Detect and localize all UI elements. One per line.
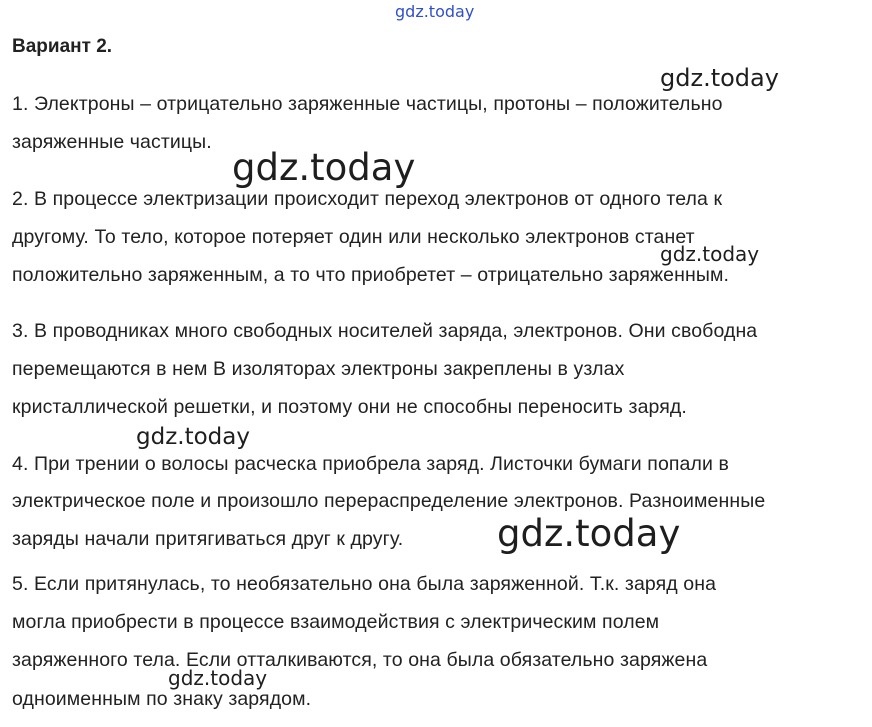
text-line: заряженные частицы. [12, 131, 212, 153]
text-line: 1. Электроны – отрицательно заряженные частицы, протоны – положительно [12, 93, 723, 115]
text-line: 5. Если притянулась, то необязательно она была заряженной. Т.к. заряд она [12, 573, 717, 595]
text-line: могла приобрести в процессе взаимодействия с электрическим полем [12, 611, 660, 633]
text-line: перемещаются в нем В изоляторах электроны закреплены в узлах [12, 358, 625, 380]
watermark: gdz.today [232, 146, 416, 189]
watermark: gdz.today [660, 64, 779, 92]
text-line: заряженного тела. Если отталкиваются, то она была обязательно заряжена [12, 649, 708, 671]
text-line: другому. То тело, которое потеряет один или несколько электронов станет [12, 226, 695, 248]
site-watermark: gdz.today [395, 2, 475, 21]
text-line: 4. При трении о волосы расческа приобрела заряд. Листочки бумаги попали в [12, 453, 729, 475]
page-title: Вариант 2. [12, 36, 113, 57]
text-line: кристаллической решетки, и поэтому они не способны переносить заряд. [12, 396, 687, 418]
watermark: gdz.today [168, 666, 268, 690]
text-line: 2. В процессе электризации происходит переход электронов от одного тела к [12, 188, 723, 210]
text-line: электрическое поле и произошло перераспределение электронов. Разноименные [12, 490, 766, 512]
text-line: положительно заряженным, а то что приобретет – отрицательно заряженным. [12, 264, 730, 286]
watermark: gdz.today [660, 242, 760, 266]
text-line: заряды начали притягиваться друг к другу. [12, 528, 404, 550]
watermark: gdz.today [497, 512, 681, 555]
text-line: одноименным по знаку зарядом. [12, 688, 312, 710]
text-line: 3. В проводниках много свободных носителей заряда, электронов. Они свободна [12, 320, 758, 342]
watermark: gdz.today [136, 424, 250, 450]
